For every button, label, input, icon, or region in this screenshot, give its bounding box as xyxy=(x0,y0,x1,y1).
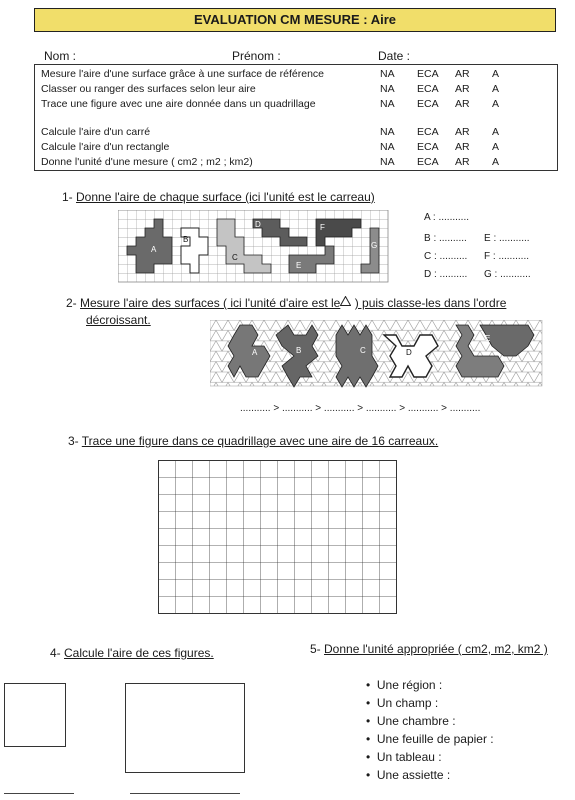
level-na: NA xyxy=(380,98,395,110)
q1-heading xyxy=(62,190,375,204)
drawing-grid[interactable] xyxy=(159,461,397,614)
q3-text: Trace une figure dans ce quadrillage avec une aire de 16 carreaux. xyxy=(81,434,439,448)
q1-answer-a: A : ........... xyxy=(424,212,470,223)
list-item: • Un tableau : xyxy=(366,750,442,764)
answer-line-rectangle xyxy=(130,793,240,794)
list-item-label: Une feuille de papier : xyxy=(376,732,494,746)
q3-number: 3- xyxy=(68,434,79,448)
q2-text-3: décroissant. xyxy=(86,313,151,327)
level-eca: ECA xyxy=(417,156,439,168)
answer-line-square xyxy=(4,793,74,794)
criterion-row: Trace une figure avec une aire donnée dans un quadrillage xyxy=(41,98,316,110)
q1-text: Donne l'aire de chaque surface (ici l'unité est le carreau) xyxy=(76,190,375,204)
q2-heading-line2 xyxy=(86,313,151,327)
shape-e-label: E xyxy=(296,261,302,270)
shape-g-label: G xyxy=(371,241,378,250)
q4-text: Calcule l'aire de ces figures. xyxy=(64,646,214,660)
prenom-label: Prénom : xyxy=(232,49,281,63)
criterion-row: Mesure l'aire d'une surface grâce à une surface de référence xyxy=(41,68,325,80)
list-item: • Une chambre : xyxy=(366,714,456,728)
q2-triangle-grid-figure xyxy=(210,320,544,390)
level-eca: ECA xyxy=(417,98,439,110)
level-a: A xyxy=(492,126,500,138)
nom-label: Nom : xyxy=(44,49,77,63)
q2-heading xyxy=(66,296,506,310)
q1-answer-e: E : ........... xyxy=(484,233,530,244)
list-item-label: Une région : xyxy=(376,678,443,692)
level-ar: AR xyxy=(455,98,470,110)
q2-text-1: Mesure l'aire des surfaces ( ici l'unité d'aire est le xyxy=(80,296,341,310)
list-item-label: Une assiette : xyxy=(376,768,451,782)
level-ar: AR xyxy=(455,141,470,153)
shape-e-label: E xyxy=(485,334,491,343)
level-na: NA xyxy=(380,68,395,80)
list-item: • Une assiette : xyxy=(366,768,451,782)
q3-heading xyxy=(68,434,438,448)
square-figure xyxy=(4,683,66,747)
q1-answer-d: D : .......... xyxy=(424,269,468,280)
q2-number: 2- xyxy=(66,296,77,310)
q5-number: 5- xyxy=(310,642,321,656)
q1-answer-c: C : .......... xyxy=(424,251,468,262)
criterion-row: Calcule l'aire d'un carré xyxy=(41,126,151,138)
q5-heading xyxy=(310,642,548,656)
list-item: • Une région : xyxy=(366,678,443,692)
shape-b-label: B xyxy=(296,346,302,355)
shape-c xyxy=(336,325,378,387)
q1-answer-b: B : .......... xyxy=(424,233,467,244)
q1-grid-figure xyxy=(118,210,390,286)
q1-number: 1- xyxy=(62,190,73,204)
level-na: NA xyxy=(380,126,395,138)
list-item-label: Un champ : xyxy=(376,696,439,710)
shape-c-label: C xyxy=(360,346,366,355)
shape-c-label: C xyxy=(232,253,238,262)
level-eca: ECA xyxy=(417,83,439,95)
shape-b-label: B xyxy=(183,235,189,244)
shape-d-label: D xyxy=(255,220,261,229)
q1-answer-f: F : ........... xyxy=(484,251,530,262)
q2-ranking-line: ........... > ........... > ........... > ........... > ........... > ........... xyxy=(240,403,481,414)
q4-number: 4- xyxy=(50,646,61,660)
level-na: NA xyxy=(380,156,395,168)
level-ar: AR xyxy=(455,68,470,80)
level-eca: ECA xyxy=(417,126,439,138)
level-a: A xyxy=(492,98,500,110)
list-item-label: Une chambre : xyxy=(376,714,456,728)
criterion-row: Calcule l'aire d'un rectangle xyxy=(41,141,170,153)
level-ar: AR xyxy=(455,126,470,138)
shape-a-label: A xyxy=(151,245,157,254)
triangle-unit-icon xyxy=(340,296,351,306)
q1-answer-g: G : ........... xyxy=(484,269,531,280)
rectangle-figure xyxy=(125,683,245,773)
date-label: Date : xyxy=(378,49,411,63)
page-title: EVALUATION CM MESURE : Aire xyxy=(34,8,556,32)
criterion-row: Donne l'unité d'une mesure ( cm2 ; m2 ; km2) xyxy=(41,156,253,168)
q4-heading xyxy=(50,646,214,660)
level-eca: ECA xyxy=(417,68,439,80)
level-ar: AR xyxy=(455,83,470,95)
level-na: NA xyxy=(380,141,395,153)
level-a: A xyxy=(492,68,500,80)
level-na: NA xyxy=(380,83,395,95)
level-a: A xyxy=(492,141,500,153)
shape-d-label: D xyxy=(406,348,412,357)
shape-a-label: A xyxy=(252,348,258,357)
list-item: • Un champ : xyxy=(366,696,439,710)
list-item: • Une feuille de papier : xyxy=(366,732,494,746)
level-a: A xyxy=(492,156,500,168)
q3-square-grid xyxy=(158,460,410,620)
level-a: A xyxy=(492,83,500,95)
q5-text: Donne l'unité appropriée ( cm2, m2, km2 ) xyxy=(324,642,548,656)
level-ar: AR xyxy=(455,156,470,168)
criterion-row: Classer ou ranger des surfaces selon leur aire xyxy=(41,83,256,95)
criteria-table xyxy=(34,64,558,171)
level-eca: ECA xyxy=(417,141,439,153)
list-item-label: Un tableau : xyxy=(376,750,442,764)
q2-text-2: ) puis classe-les dans l'ordre xyxy=(354,296,507,310)
shape-f-label: F xyxy=(320,223,325,232)
